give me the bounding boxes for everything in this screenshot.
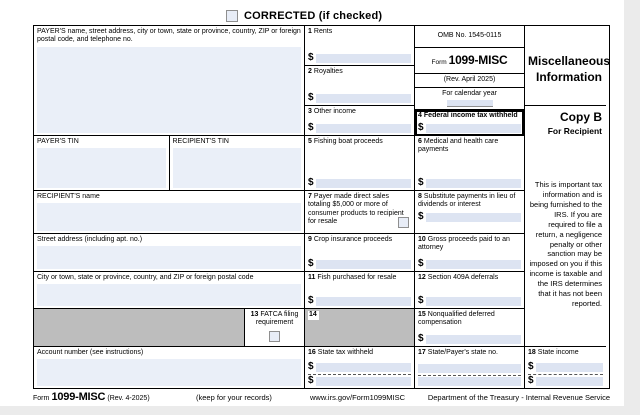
shaded-area <box>34 309 245 346</box>
payer-tin-cell <box>34 136 170 190</box>
box2-title: Royalties <box>313 68 343 75</box>
box8-amount-row <box>418 212 521 222</box>
copy-b-label: Copy B <box>560 110 602 124</box>
box4-title: Federal income tax withheld <box>423 112 518 119</box>
box17-field-2[interactable] <box>418 377 521 386</box>
form-title-line1: Miscellaneous <box>528 54 611 68</box>
right-column <box>525 26 611 388</box>
calendar-year-field[interactable] <box>447 100 493 107</box>
box16-label <box>308 349 411 357</box>
omb-cell <box>415 26 524 48</box>
box1-cell <box>305 26 414 66</box>
box2-label <box>308 68 411 76</box>
box10-number: 10 <box>418 236 426 243</box>
dollar-sign: $ <box>418 177 424 188</box>
box12-title: Section 409A deferrals <box>427 274 499 281</box>
box7-label <box>308 193 411 226</box>
box16-amount-row-2 <box>308 376 411 386</box>
form-number: 1099-MISC <box>448 53 508 68</box>
box18-divider <box>528 374 603 375</box>
corrected-label: CORRECTED (if checked) <box>244 10 383 22</box>
fatca-row <box>34 309 304 347</box>
box11-amount-field[interactable] <box>316 297 411 306</box>
box8-label <box>418 193 521 210</box>
dollar-sign: $ <box>418 210 424 222</box>
page-edge-right <box>624 0 640 415</box>
payer-info-cell <box>34 26 304 136</box>
box6-cell <box>415 136 524 191</box>
form-title-cell <box>525 26 611 106</box>
account-number-cell <box>34 347 304 388</box>
box17-title: State/Payer's state no. <box>427 349 499 356</box>
footer-form-id <box>33 391 150 403</box>
account-number-field[interactable] <box>37 359 301 386</box>
dollar-sign: $ <box>308 258 314 269</box>
box7-cell <box>305 191 414 234</box>
box2-cell <box>305 66 414 106</box>
corrected-header <box>226 10 382 22</box>
street-address-field[interactable] <box>37 246 301 269</box>
box15-cell <box>415 309 524 347</box>
recipient-name-cell <box>34 191 304 234</box>
dollar-sign: $ <box>308 122 314 133</box>
dollar-sign: $ <box>308 52 314 63</box>
footer-treasury-label: Department of the Treasury - Internal Revenue Service <box>427 393 610 402</box>
copy-cell <box>525 106 606 347</box>
payer-tin-label: PAYER'S TIN <box>37 138 79 145</box>
box1-number: 1 <box>308 28 312 35</box>
recipient-name-label: RECIPIENT'S name <box>37 193 100 200</box>
box3-amount-row <box>308 123 411 133</box>
box10-label <box>418 236 521 253</box>
footer-keep-note: (keep for your records) <box>196 393 272 402</box>
fatca-checkbox[interactable] <box>269 331 280 342</box>
box16-amount-row-1 <box>308 362 411 372</box>
box17-cell <box>415 347 524 388</box>
box3-title: Other income <box>313 108 356 115</box>
box11-number: 11 <box>308 274 316 281</box>
box1-title: Rents <box>313 28 333 35</box>
box16-amount-field-1[interactable] <box>316 363 411 372</box>
box9-label <box>308 236 411 244</box>
dollar-sign: $ <box>528 361 534 372</box>
box2-number: 2 <box>308 68 312 75</box>
city-label: City or town, state or province, country, and ZIP or foreign postal code <box>37 274 254 281</box>
box16-title: State tax withheld <box>317 349 374 356</box>
box17-label <box>418 349 521 357</box>
box3-cell <box>305 106 414 136</box>
tin-row <box>34 136 304 191</box>
corrected-checkbox[interactable] <box>226 10 238 22</box>
box6-title: Medical and health care payments <box>418 138 499 154</box>
box11-title: Fish purchased for resale <box>317 274 397 281</box>
box9-title: Crop insurance proceeds <box>313 236 393 243</box>
dollar-sign: $ <box>418 295 424 306</box>
box7-title: Payer made direct sales totaling $5,000 or more of consumer products to recipient for resale <box>308 193 404 225</box>
box4-amount-row <box>418 123 521 133</box>
box10-title: Gross proceeds paid to an attorney <box>418 236 510 252</box>
recipient-tin-field[interactable] <box>173 148 302 188</box>
box17-field-row-2 <box>418 377 521 386</box>
box9-amount-row <box>308 259 411 269</box>
direct-sales-checkbox[interactable] <box>398 217 409 228</box>
dollar-sign: $ <box>308 92 314 103</box>
box12-amount-row <box>418 296 521 306</box>
box13-number: 13 <box>250 311 259 318</box>
box11-amount-row <box>308 296 411 306</box>
box8-title: Substitute payments in lieu of dividends or interest <box>418 193 516 209</box>
recipient-name-field[interactable] <box>37 203 301 231</box>
box9-number: 9 <box>308 236 312 243</box>
box8-cell <box>415 191 524 234</box>
payer-tin-field[interactable] <box>37 148 166 188</box>
recipient-notice: This is important tax information and is being furnished to the IRS. If you are required to file a return, a negligence penalty or other sanction may be imposed on you if this income is taxable and the IRS determines that it has not been reported. <box>529 180 602 308</box>
city-field[interactable] <box>37 284 301 306</box>
box15-amount-row <box>418 334 521 344</box>
box13-label <box>247 311 302 328</box>
dollar-sign: $ <box>528 375 534 386</box>
box12-amount-field[interactable] <box>426 297 521 306</box>
footer-irs-url[interactable]: www.irs.gov/Form1099MISC <box>310 393 406 402</box>
box1-amount-row <box>308 53 411 63</box>
box12-number: 12 <box>418 274 426 281</box>
box12-label <box>418 274 521 282</box>
street-address-label: Street address (including apt. no.) <box>37 236 143 243</box>
box18-amount-row-2 <box>528 376 603 386</box>
box11-cell <box>305 272 414 309</box>
box13-title: FATCA filing requirement <box>255 311 299 327</box>
box4-number: 4 <box>418 112 422 119</box>
box9-cell <box>305 234 414 272</box>
box15-number: 15 <box>418 311 426 318</box>
box5-amount-row <box>308 178 411 188</box>
box18-amount-field-1[interactable] <box>536 363 603 372</box>
box4-label <box>418 112 521 120</box>
footer-form-number: 1099-MISC <box>51 391 106 403</box>
box17-divider <box>418 375 521 376</box>
box16-number: 16 <box>308 349 316 356</box>
dollar-sign: $ <box>308 177 314 188</box>
form-title-line2: Information <box>536 69 602 84</box>
box15-title: Nonqualified deferred compensation <box>418 311 495 327</box>
box5-label <box>308 138 411 146</box>
box16-amount-field-2[interactable] <box>316 377 411 386</box>
box10-cell <box>415 234 524 272</box>
box16-cell <box>305 347 414 388</box>
box6-number: 6 <box>418 138 422 145</box>
box5-title: Fishing boat proceeds <box>313 138 383 145</box>
dollar-sign: $ <box>308 361 314 372</box>
box18-cell <box>525 347 606 388</box>
box3-number: 3 <box>308 108 312 115</box>
box17-field-1[interactable] <box>418 364 521 373</box>
box3-amount-field[interactable] <box>316 124 411 133</box>
box1-label <box>308 28 411 36</box>
box18-label <box>528 349 603 357</box>
box9-amount-field[interactable] <box>316 260 411 269</box>
middle-column-1 <box>305 26 415 388</box>
box7-number: 7 <box>308 193 312 200</box>
box16-divider <box>308 374 411 375</box>
box3-label <box>308 108 411 116</box>
dollar-sign: $ <box>308 375 314 386</box>
box17-number: 17 <box>418 349 426 356</box>
box18-amount-field-2[interactable] <box>536 377 603 386</box>
box18-title: State income <box>537 349 579 356</box>
box6-label <box>418 138 521 155</box>
city-cell <box>34 272 304 309</box>
dollar-sign: $ <box>308 295 314 306</box>
footer-form-word: Form <box>33 395 50 402</box>
box15-amount-field[interactable] <box>426 335 521 344</box>
calendar-year-label: For calendar year <box>442 90 497 97</box>
footer-revision: (Rev. 4-2025) <box>107 395 150 402</box>
box5-cell <box>305 136 414 191</box>
account-number-label: Account number (see instructions) <box>37 349 144 356</box>
payer-info-field[interactable] <box>37 47 301 134</box>
recipient-tin-cell <box>170 136 305 190</box>
omb-label: OMB No. 1545-0115 <box>437 32 502 40</box>
dollar-sign: $ <box>418 333 424 344</box>
form-word: Form <box>431 59 447 67</box>
dollar-sign: $ <box>418 258 424 269</box>
middle-column-2 <box>415 26 525 388</box>
box18-number: 18 <box>528 349 536 356</box>
box14-cell <box>305 309 414 347</box>
box4-cell <box>415 110 524 136</box>
box10-amount-field[interactable] <box>426 260 521 269</box>
box8-amount-field[interactable] <box>426 213 521 222</box>
box2-amount-row <box>308 93 411 103</box>
box14-number: 14 <box>308 311 319 320</box>
box6-amount-row <box>418 178 521 188</box>
box13-cell <box>245 309 304 346</box>
box6-amount-field[interactable] <box>426 179 521 188</box>
box4-amount-field[interactable] <box>426 124 521 133</box>
form-number-cell <box>415 48 524 74</box>
box5-amount-field[interactable] <box>316 179 411 188</box>
box18-amount-row-1 <box>528 362 603 372</box>
payer-info-label: PAYER'S name, street address, city or town, state or province, country, ZIP or foreign postal code, and telephone no. <box>37 28 301 44</box>
recipient-tin-label: RECIPIENT'S TIN <box>172 138 229 145</box>
revision-label: (Rev. April 2025) <box>443 76 496 84</box>
street-address-cell <box>34 234 304 272</box>
box12-cell <box>415 272 524 309</box>
box1-amount-field[interactable] <box>316 54 411 63</box>
box5-number: 5 <box>308 138 312 145</box>
box2-amount-field[interactable] <box>316 94 411 103</box>
left-column <box>34 26 305 388</box>
dollar-sign: $ <box>418 122 424 133</box>
page-edge-bottom <box>0 406 640 415</box>
form-number-line <box>418 53 521 67</box>
box11-label <box>308 274 411 282</box>
form-grid <box>33 25 610 389</box>
calendar-year-cell <box>415 88 524 110</box>
form-footer <box>0 391 640 405</box>
box10-amount-row <box>418 259 521 269</box>
revision-cell <box>415 74 524 88</box>
for-recipient-label: For Recipient <box>547 126 602 137</box>
box15-label <box>418 311 521 328</box>
box8-number: 8 <box>418 193 422 200</box>
box17-field-row-1 <box>418 364 521 373</box>
